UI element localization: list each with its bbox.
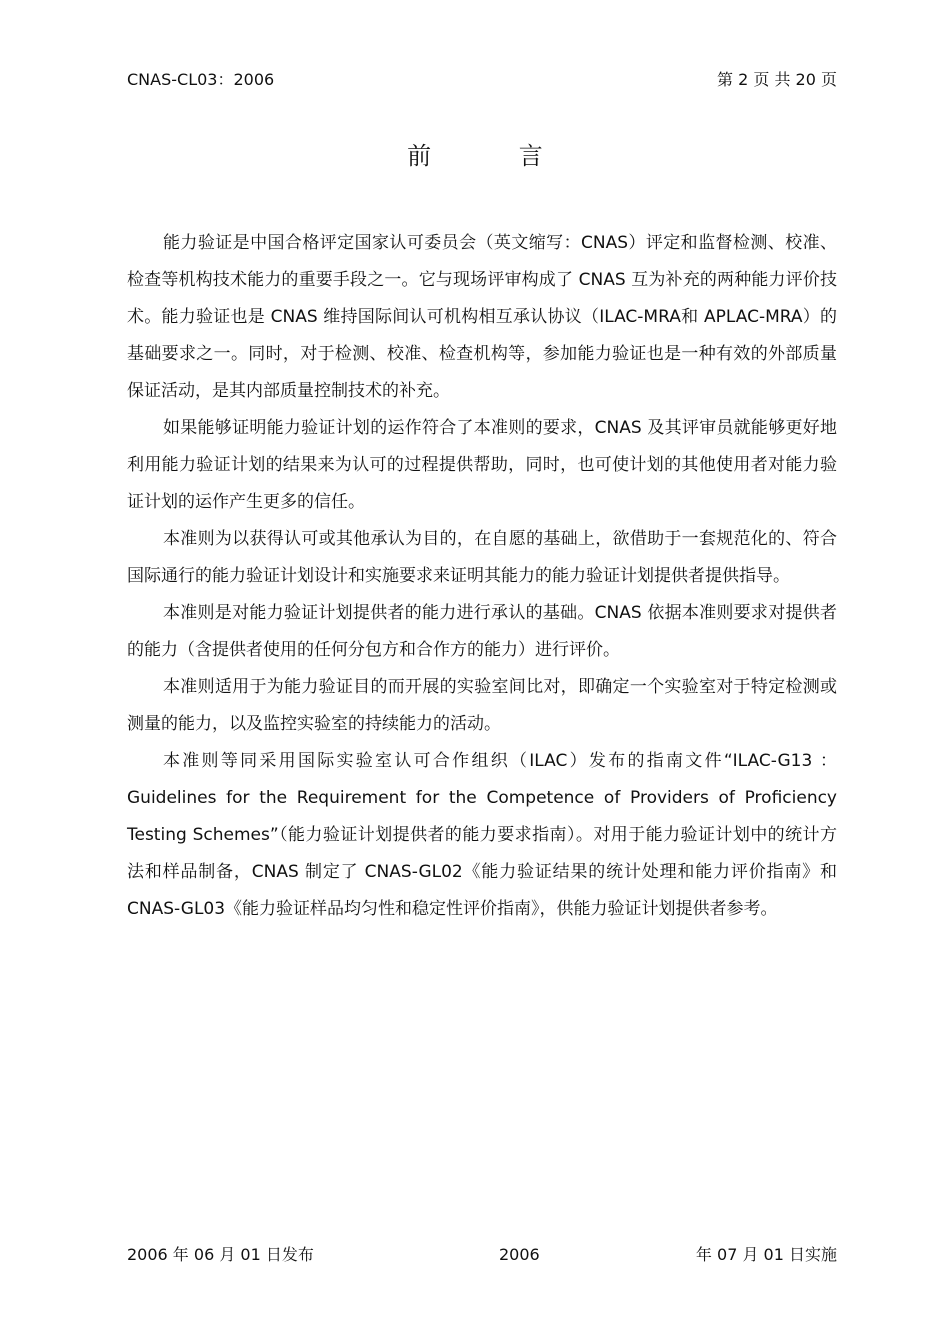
paragraph: 本准则为以获得认可或其他承认为目的，在自愿的基础上，欲借助于一套规范化的、符合国际通行的能力验证计划设计和实施要求来证明其能力的能力验证计划提供者提供指导。 (127, 529, 837, 586)
footer-year: 2006 (499, 1245, 540, 1264)
implement-date: 年 07 月 01 日实施 (695, 1245, 837, 1264)
document-id: CNAS-CL03：2006 (127, 70, 275, 89)
page-header (127, 70, 837, 90)
paragraph: 能力验证是中国合格评定国家认可委员会（英文缩写：CNAS）评定和监督检测、校准、检查等机构技术能力的重要手段之一。它与现场评审构成了 CNAS 互为补充的两种能力评价技术。能力验证也是 CNAS 维持国际间认可机构相互承认协议（ILAC-MRA和 APLAC-MRA）的基础要求之一。同时，对于检测、校准、检查机构等，参加能力验证也是一种有效的外部质量保证活动，是其内部质量控制技术的补充。 (127, 233, 837, 401)
body-text (127, 225, 837, 928)
paragraph: 本准则是对能力验证计划提供者的能力进行承认的基础。CNAS 依据本准则要求对提供者的能力（含提供者使用的任何分包方和合作方的能力）进行评价。 (127, 603, 837, 660)
page-footer (127, 1245, 837, 1265)
paragraph: 本准则等同采用国际实验室认可合作组织（ILAC）发布的指南文件“ILAC-G13 ：Guidelines for the Requirement for the Competence of Providers of Proficiency Testing Schemes”（能力验证计划提供者的能力要求指南）。对用于能力验证计划中的统计方法和样品制备，CNAS 制定了 CNAS-GL02《能力验证结果的统计处理和能力评价指南》和 CNAS-GL03《能力验证样品均匀性和稳定性评价指南》，供能力验证计划提供者参考。 (127, 751, 837, 919)
publish-date: 2006 年 06 月 01 日发布 (127, 1245, 314, 1264)
page-number: 第 2 页 共 20 页 (717, 70, 837, 89)
page-title: 前 言 (407, 142, 583, 170)
paragraph: 如果能够证明能力验证计划的运作符合了本准则的要求，CNAS 及其评审员就能够更好地利用能力验证计划的结果来为认可的过程提供帮助，同时，也可使计划的其他使用者对能力验证计划的运作产生更多的信任。 (127, 418, 837, 512)
paragraph: 本准则适用于为能力验证目的而开展的实验室间比对，即确定一个实验室对于特定检测或测量的能力，以及监控实验室的持续能力的活动。 (127, 677, 837, 734)
